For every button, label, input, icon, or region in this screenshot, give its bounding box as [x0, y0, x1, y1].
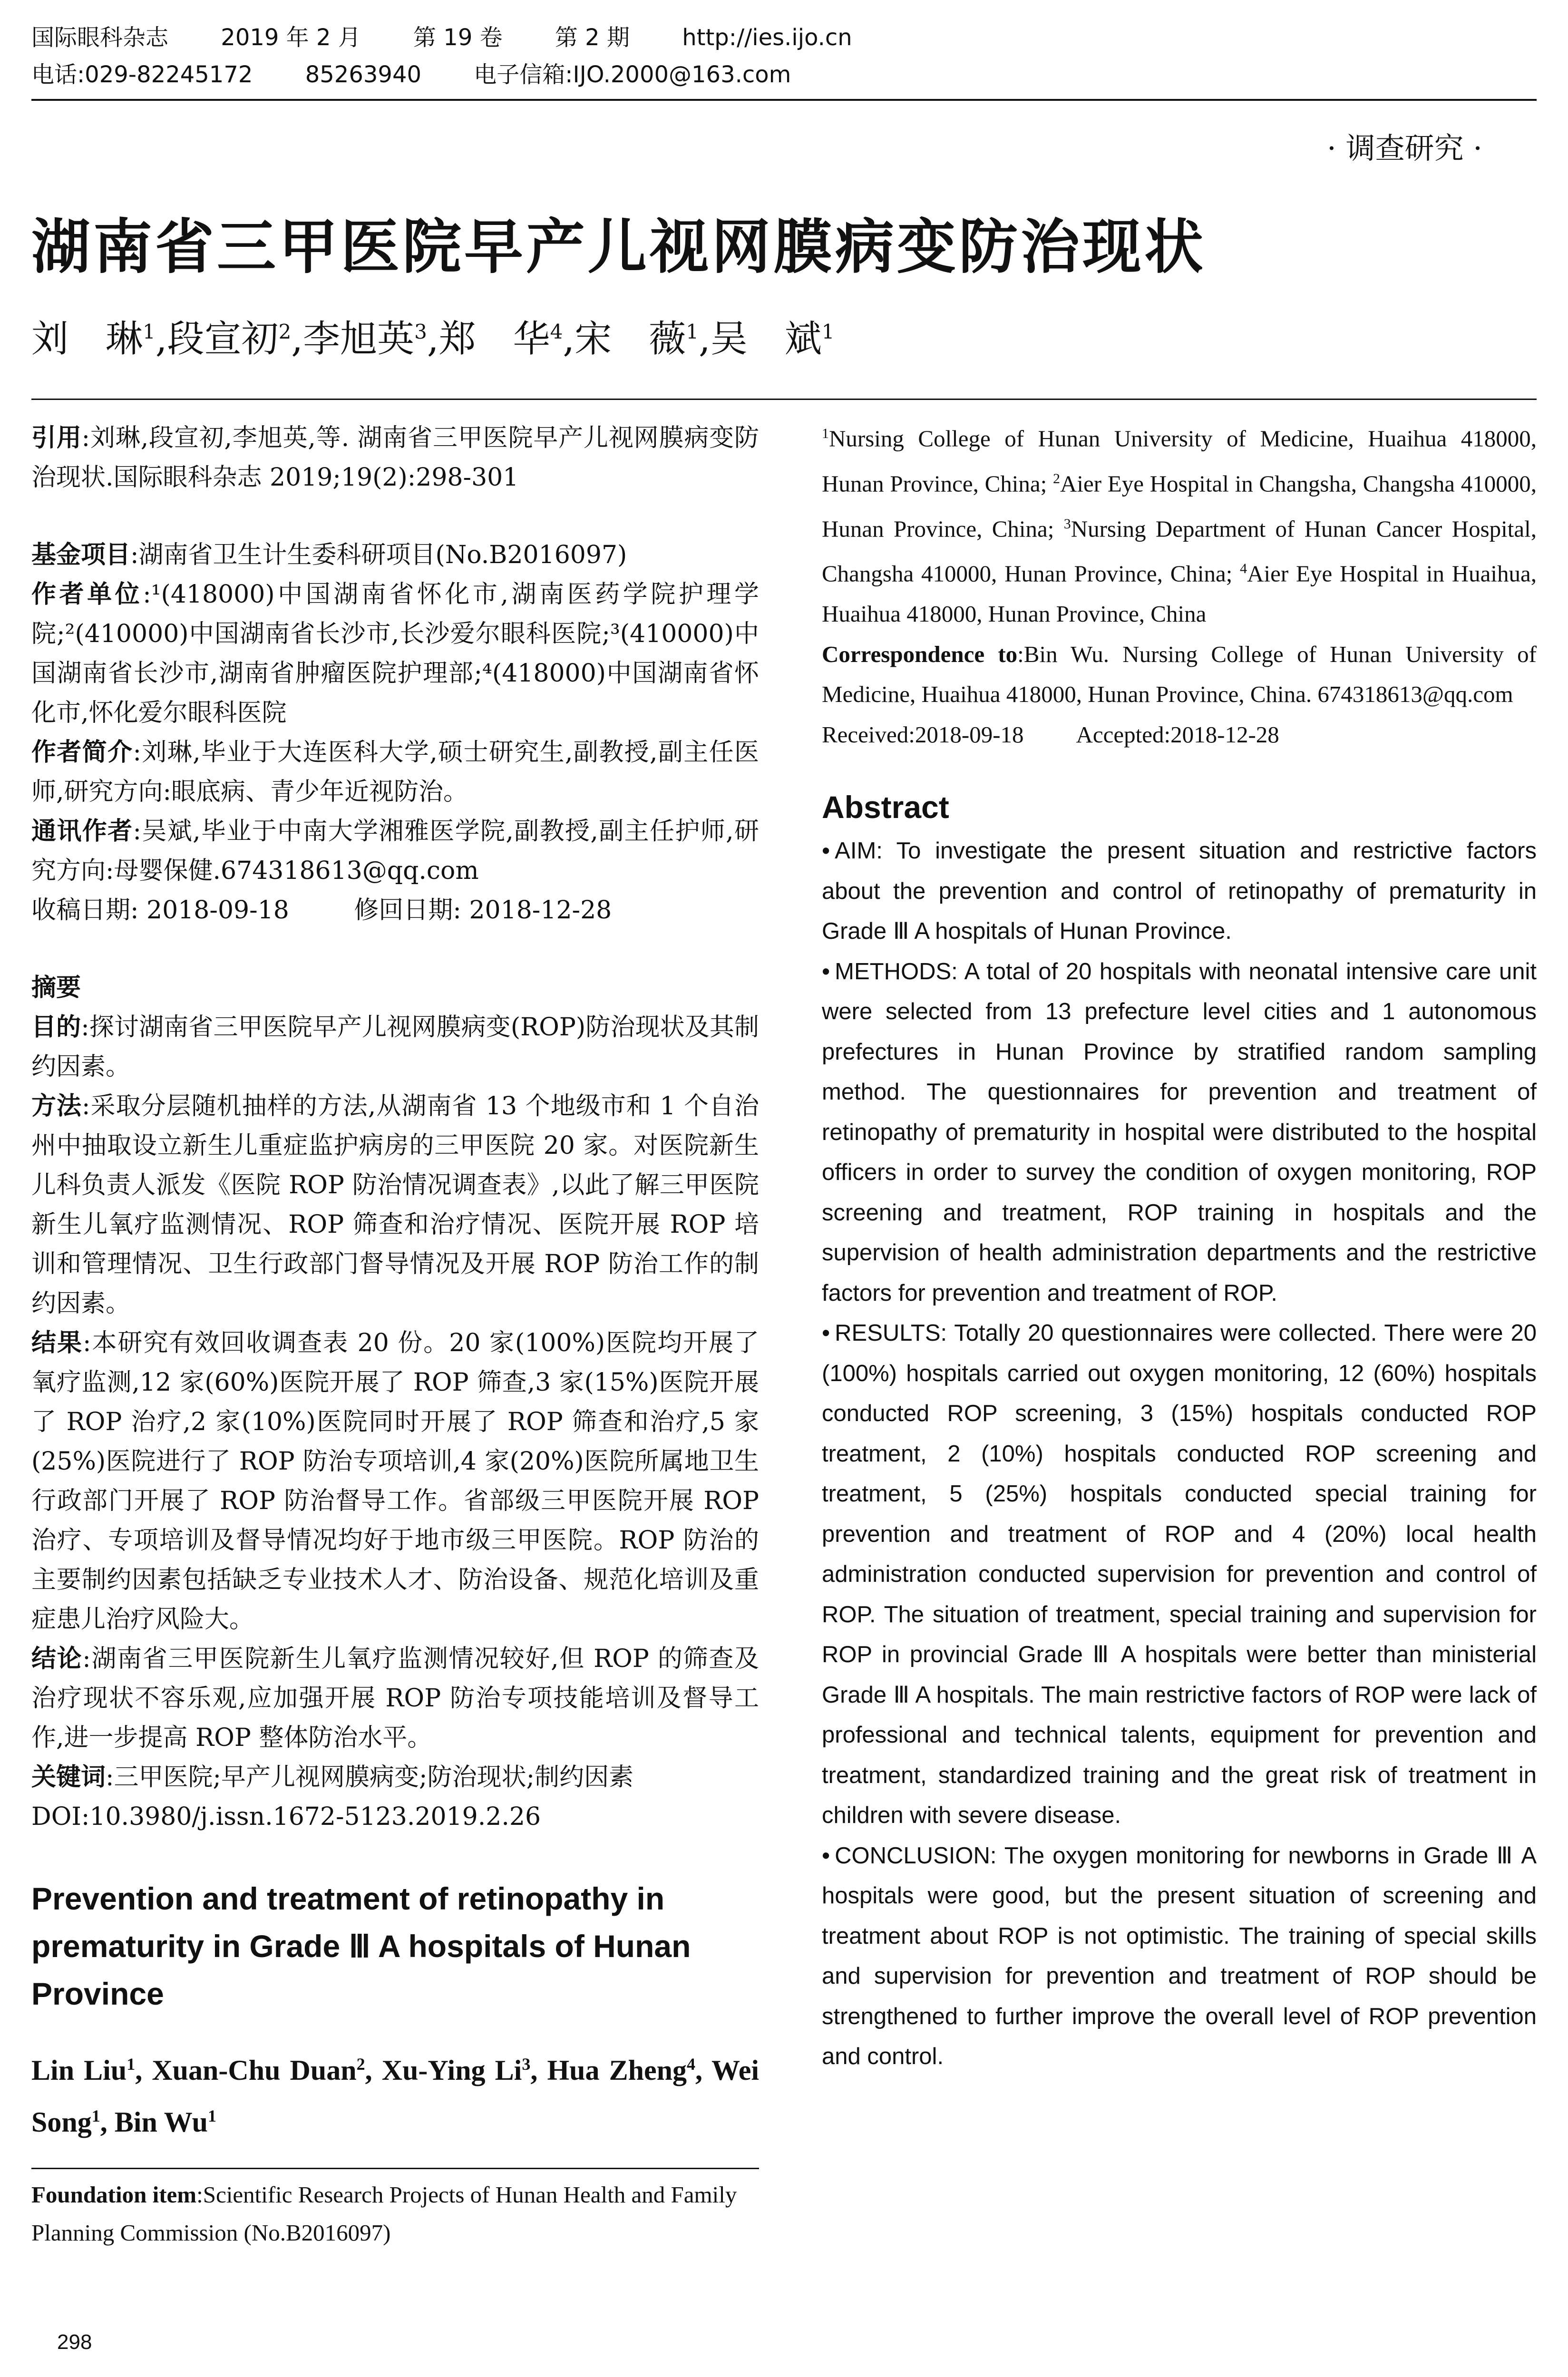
conclusion-en-text: CONCLUSION: The oxygen monitoring for newborns in Grade Ⅲ A hospitals were good, but the present situation of screening and treatment about ROP is not optimistic. The training of special skills and supervision for prevention and treatment of ROP should be strengthened to further improve the overall level of ROP prevention and control.: [822, 1842, 1537, 2070]
doi[interactable]: DOI:10.3980/j.issn.1672-5123.2019.2.26: [31, 1802, 541, 1831]
results-en-text: RESULTS: Totally 20 questionnaires were collected. There were 20 (100%) hospitals carried out oxygen monitoring, 12 (60%) hospitals conducted ROP screening, 3 (15%) hospitals conducted ROP treatment, 2 (10%) hospitals conducted ROP screening and treatment, 5 (25%) hospitals conducted special training for prevention and treatment of ROP and 4 (20%) local health administration conducted supervision for prevention and control of ROP. The situation of treatment, special training and supervision for ROP in provincial Grade Ⅲ A hospitals were better than ministerial Grade Ⅲ A hospitals. The main restrictive factors of ROP were lack of professional and technical talents, equipment for prevention and treatment, standardized training and the great risk of treatment in children with severe disease.: [822, 1320, 1537, 1829]
bio-text: :刘琳,毕业于大连医科大学,硕士研究生,副教授,副主任医师,研究方向:眼底病、青少年近视防治。: [31, 738, 759, 806]
author-affil-sup: 2: [278, 320, 292, 343]
journal-header: [31, 19, 1537, 93]
page-number: 298: [57, 2330, 92, 2354]
author-list-en: Lin Liu$^1$, Xuan-Chu Duan$^2$, Xu-Ying Li$^3$, Hua Zheng$^4$, Wei Song$^1$, Bin Wu$^1$: [31, 2055, 760, 2138]
dates-en: [822, 715, 1537, 755]
section-tag: · 调查研究 ·: [1327, 131, 1482, 166]
author-affil-sup: 4: [687, 2055, 695, 2074]
abstract-heading-cn: 摘要: [31, 974, 81, 1002]
dates-cn: [31, 891, 759, 930]
title-divider: [31, 399, 1537, 400]
conclusion-text: :湖南省三甲医院新生儿氧疗监测情况较好,但 ROP 的筛查及治疗现状不容乐观,应加强开展 ROP 防治专项技能培训及督导工作,进一步提高 ROP 整体防治水平。: [31, 1645, 759, 1752]
correspondence-en: [822, 634, 1537, 715]
aim-cn: [31, 1008, 759, 1087]
author-cn: 李旭英$^3$: [303, 318, 427, 360]
conclusion-cn: [31, 1639, 759, 1758]
aim-label: 目的: [31, 1013, 81, 1042]
conclusion-label: 结论: [31, 1645, 83, 1673]
author-cn: 郑 华$^4$: [438, 318, 563, 360]
result-cn: [31, 1324, 759, 1639]
article-title-en: Prevention and treatment of retinopathy in prematurity in Grade Ⅲ A hospitals of Hunan Province: [31, 1881, 691, 2011]
author-affil-sup: 3: [414, 320, 427, 343]
conclusion-en: • CONCLUSION: The oxygen monitoring for newborns in Grade Ⅲ A hospitals were good, but the present situation of screening and treatment about ROP is not optimistic. The training of special skills and supervision for prevention and treatment of ROP should be strengthened to further improve the overall level of ROP prevention and control.: [822, 1842, 1537, 2070]
method-cn: [31, 1087, 759, 1324]
author-affil-sup: 2: [356, 2055, 365, 2074]
phone-2: 85263940: [305, 61, 422, 88]
foundation-divider: [31, 2168, 759, 2169]
keywords-label: 关键词: [31, 1763, 106, 1792]
author-en: Wei Song$^1$: [31, 2055, 760, 2138]
methods-en-text: METHODS: A total of 20 hospitals with neonatal intensive care unit were selected from 13 prefecture level cities and 1 autonomous prefectures in Hunan Province by stratified random sampling method. The questionnaires for prevention and treatment of retinopathy of prematurity in hospital were distributed to the hospital officers in order to survey the condition of oxygen monitoring, ROP screening and treatment, ROP training in hospitals and the supervision of health administration departments and the restrictive factors for prevention and treatment of ROP.: [822, 958, 1537, 1306]
journal-name: 国际眼科杂志: [31, 24, 169, 51]
correspondence-text: :Bin Wu. Nursing College of Hunan University of Medicine, Huaihua 418000, Hunan Province, China. 674318613@qq.com: [822, 641, 1537, 708]
author-affil-sup: 1: [208, 2106, 217, 2125]
foundation-label: Foundation item: [31, 2182, 197, 2208]
received-date: 收稿日期: 2018-09-18: [31, 896, 289, 925]
citation-label: 引用: [31, 424, 82, 452]
foundation-item: [31, 2176, 759, 2252]
header-row-2: [31, 56, 1537, 93]
result-text: :本研究有效回收调查表 20 份。20 家(100%)医院均开展了氧疗监测,12 家(60%)医院开展了 ROP 筛查,3 家(15%)医院开展了 ROP 治疗,2 家(10%)医院同时开展了 ROP 筛查和治疗,5 家(25%)医院进行了 ROP 防治专项培训,4 家(20%)医院所属地卫生行政部门开展了 ROP 防治督导工作。省部级三甲医院开展 ROP 治疗、专项培训及督导情况均好于地市级三甲医院。ROP 防治的主要制约因素包括缺乏专业技术人才、防治设备、规范化培训及重症患儿治疗风险大。: [31, 1329, 759, 1634]
author-en: Xu-Ying Li$^3$: [381, 2055, 531, 2086]
fund: [31, 536, 759, 575]
volume: 第 19 卷: [413, 24, 503, 51]
header-row-1: [31, 19, 1537, 56]
affiliation-en: Nursing College of Hunan University of Medicine, Huaihua 418000, Hunan Province, China;: [822, 425, 1537, 497]
abstract-heading-en: Abstract: [822, 789, 949, 825]
affil-sup: 2: [1053, 470, 1061, 487]
author-cn: 宋 薇$^1$: [575, 318, 699, 360]
method-text: :采取分层随机抽样的方法,从湖南省 13 个地级市和 1 个自治州中抽取设立新生儿重症监护病房的三甲医院 20 家。对医院新生儿科负责人派发《医院 ROP 防治情况调查表》,以此了解三甲医院新生儿氧疗监测情况、ROP 筛查和治疗情况、医院开展 ROP 培训和管理情况、卫生行政部门督导情况及开展 ROP 防治工作的制约因素。: [31, 1092, 759, 1318]
citation: [31, 419, 759, 497]
author-affil-sup: 1: [686, 320, 699, 343]
issue: 第 2 期: [555, 24, 630, 51]
keywords-text: :三甲医院;早产儿视网膜病变;防治现状;制约因素: [106, 1763, 634, 1792]
author-cn: 吴 斌$^1$: [710, 318, 835, 360]
corr-label: 通讯作者: [31, 817, 133, 846]
author-units: [31, 575, 759, 733]
corresponding-author: [31, 812, 759, 891]
author-affil-sup: 1: [821, 320, 835, 343]
revised-date: 修回日期: 2018-12-28: [354, 896, 612, 925]
author-list-cn: 刘 琳$^1$,段宣初$^2$,李旭英$^3$,郑 华$^4$,宋 薇$^1$,吴 斌$^1$: [31, 318, 835, 360]
units-label: 作者单位: [31, 580, 143, 609]
aim-text: :探讨湖南省三甲医院早产儿视网膜病变(ROP)防治现状及其制约因素。: [31, 1013, 759, 1081]
left-column: [31, 419, 759, 2252]
aim-en-text: AIM: To investigate the present situation and restrictive factors about the prevention and control of retinopathy of prematurity in Grade Ⅲ A hospitals of Hunan Province.: [822, 838, 1537, 945]
foundation-text: :Scientific Research Projects of Hunan Health and Family Planning Commission (No.B2016097): [31, 2182, 737, 2246]
results-en: • RESULTS: Totally 20 questionnaires were collected. There were 20 (100%) hospitals carried out oxygen monitoring, 12 (60%) hospitals conducted ROP screening, 3 (15%) hospitals conducted ROP treatment, 2 (10%) hospitals conducted ROP screening and treatment, 5 (25%) hospitals conducted special training for prevention and treatment of ROP and 4 (20%) local health administration conducted supervision for prevention and control of ROP. The situation of treatment, special training and supervision for ROP in provincial Grade Ⅲ A hospitals were better than ministerial Grade Ⅲ A hospitals. The main restrictive factors of ROP were lack of professional and technical talents, equipment for prevention and treatment, standardized training and the great risk of treatment in children with severe disease.: [822, 1320, 1537, 1829]
right-column: [822, 414, 1537, 2077]
author-en: Xuan-Chu Duan$^2$: [152, 2055, 365, 2086]
author-en: Lin Liu$^1$: [31, 2055, 136, 2086]
author-affil-sup: 1: [91, 2106, 100, 2125]
keywords-cn: [31, 1758, 759, 1797]
article-title-cn: 湖南省三甲医院早产儿视网膜病变防治现状: [31, 213, 1207, 282]
received-en: Received:2018-09-18: [822, 721, 1024, 748]
author-bio: [31, 733, 759, 812]
author-affil-sup: 1: [143, 320, 156, 343]
result-label: 结果: [31, 1329, 83, 1357]
method-label: 方法: [31, 1092, 82, 1120]
units-text: :¹(418000)中国湖南省怀化市,湖南医药学院护理学院;²(410000)中国湖南省长沙市,长沙爱尔眼科医院;³(410000)中国湖南省长沙市,湖南省肿瘤医院护理部;⁴(418000)中国湖南省怀化市,怀化爱尔眼科医院: [31, 580, 759, 727]
bio-label: 作者简介: [31, 738, 133, 767]
affil-sup: 1: [822, 426, 829, 441]
phone: 电话:029-82245172: [31, 61, 253, 88]
affiliation-en: Nursing Department of Hunan Cancer Hospital, Changsha 410000, Hunan Province, China;: [822, 515, 1537, 587]
author-cn: 刘 琳$^1$: [31, 318, 156, 360]
header-divider: [31, 99, 1537, 101]
email[interactable]: 电子信箱:IJO.2000@163.com: [474, 61, 791, 88]
citation-text: :刘琳,段宣初,李旭英,等. 湖南省三甲医院早产儿视网膜病变防治现状.国际眼科杂志 2019;19(2):298-301: [31, 424, 759, 492]
journal-url[interactable]: http://ies.ijo.cn: [682, 24, 852, 51]
author-affil-sup: 1: [127, 2055, 136, 2074]
aim-en: • AIM: To investigate the present situation and restrictive factors about the prevention and control of retinopathy of prematurity in Grade Ⅲ A hospitals of Hunan Province.: [822, 838, 1537, 945]
accepted-en: Accepted:2018-12-28: [1076, 721, 1279, 748]
affiliation-en: Aier Eye Hospital in Changsha, Changsha 410000, Hunan Province, China;: [822, 470, 1537, 542]
methods-en: • METHODS: A total of 20 hospitals with neonatal intensive care unit were selected from 13 prefecture level cities and 1 autonomous prefectures in Hunan Province by stratified random sampling method. The questionnaires for prevention and treatment of retinopathy of prematurity in hospital were distributed to the hospital officers in order to survey the condition of oxygen monitoring, ROP screening and treatment, ROP training in hospitals and the supervision of health administration departments and the restrictive factors for prevention and treatment of ROP.: [822, 958, 1537, 1306]
author-cn: 段宣初$^2$: [167, 318, 292, 360]
author-affil-sup: 4: [550, 320, 563, 343]
author-en: Bin Wu$^1$: [114, 2106, 217, 2138]
corr-text: :吴斌,毕业于中南大学湘雅医学院,副教授,副主任护师,研究方向:母婴保健.674318613@qq.com: [31, 817, 759, 885]
author-affil-sup: 3: [522, 2055, 531, 2074]
author-en: Hua Zheng$^4$: [547, 2055, 695, 2086]
issue-date: 2019 年 2 月: [221, 24, 361, 51]
affiliation-en: Aier Eye Hospital in Huaihua, Huaihua 418000, Hunan Province, China: [822, 560, 1537, 627]
affil-sup: 3: [1063, 516, 1071, 532]
fund-label: 基金项目: [31, 541, 131, 569]
fund-text: :湖南省卫生计生委科研项目(No.B2016097): [130, 541, 627, 569]
correspondence-label: Correspondence to: [822, 641, 1018, 667]
affiliations-en: [822, 414, 1537, 634]
affil-sup: 4: [1240, 561, 1247, 577]
